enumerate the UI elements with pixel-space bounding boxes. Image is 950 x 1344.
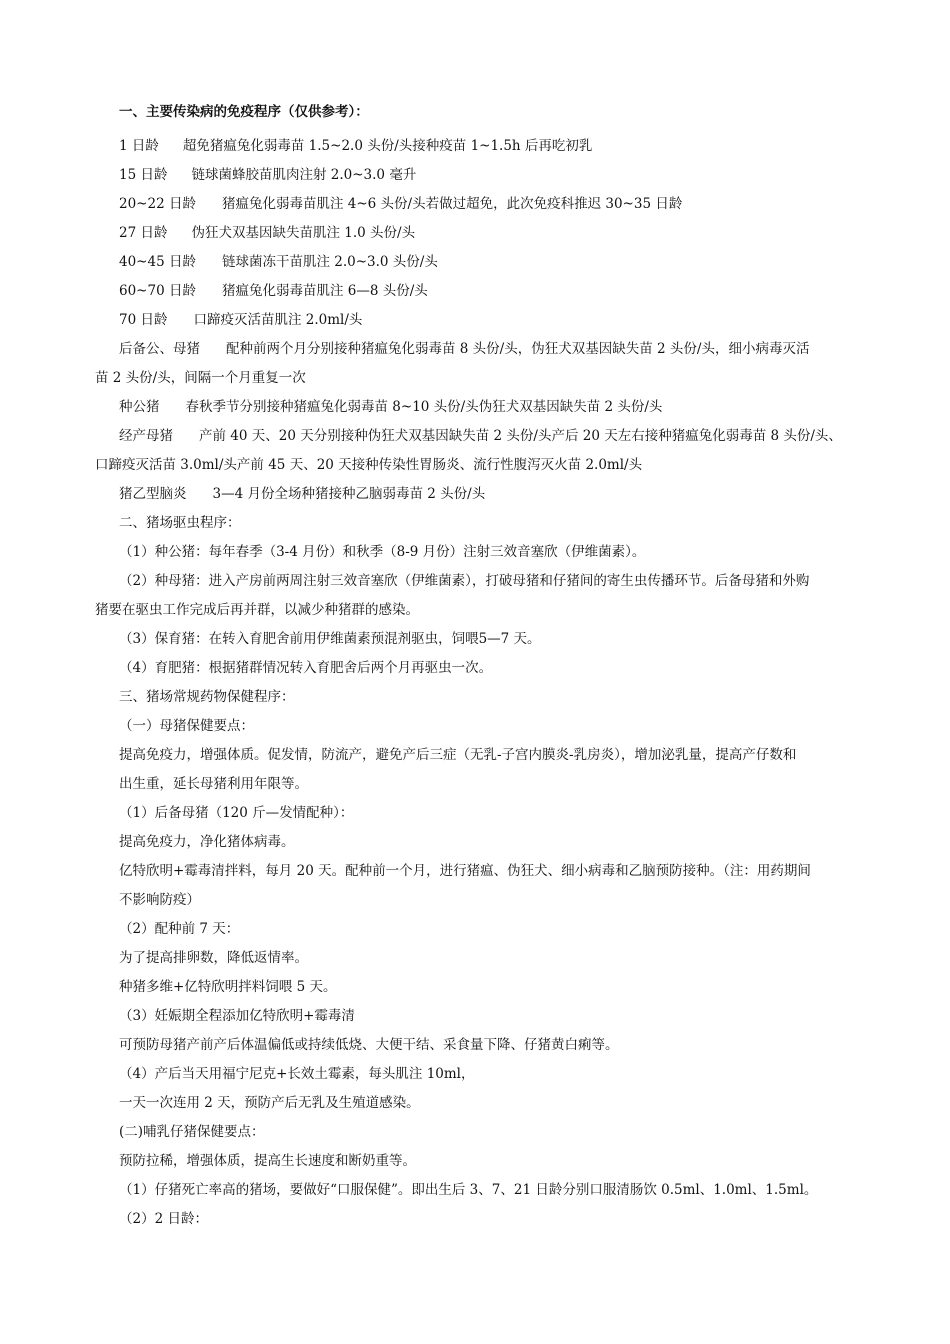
paragraph: （3）保育猪：在转入育肥舍前用伊维菌素预混剂驱虫，饲喂5—7 天。	[119, 631, 541, 647]
row-text: 春秋季节分别接种猪瘟兔化弱毒苗 8~10 头份/头伪狂犬双基因缺失苗 2 头份/头	[185, 399, 663, 415]
immunization-row	[119, 195, 682, 213]
subheading: （1）后备母猪（120 斤—发情配种）：	[119, 805, 354, 821]
row-text: 猪瘟兔化弱毒苗肌注 4~6 头份/头若做过超免，此次免疫科推迟 30~35 日龄	[221, 196, 683, 212]
row-label: 27 日龄	[119, 225, 168, 241]
paragraph: （1）仔猪死亡率高的猪场，要做好“口服保健”。即出生后 3、7、21 日龄分别口服清肠饮 0.5ml、1.0ml、1.5ml。	[119, 1182, 818, 1198]
reserve-pig-row	[119, 340, 809, 358]
paragraph: 提高免疫力，净化猪体病毒。	[119, 834, 295, 850]
paragraph-cont: 猪要在驱虫工作完成后再并群，以减少种猪群的感染。	[95, 602, 419, 618]
immunization-row	[119, 253, 438, 271]
section-heading-health: 三、猪场常规药物保健程序：	[119, 689, 295, 705]
subheading: （2）配种前 7 天：	[119, 921, 240, 937]
subheading: （4）产后当天用福宁尼克+长效土霉素，每头肌注 10ml，	[119, 1066, 475, 1082]
sow-row-cont: 口蹄疫灭活苗 3.0ml/头产前 45 天、20 天接种传染性胃肠炎、流行性腹泻灭火苗 2.0ml/头	[95, 457, 643, 473]
paragraph: （2）种母猪：进入产房前两周注射三效音塞欣（伊维菌素），打破母猪和仔猪间的寄生虫传播环节。后备母猪和外购	[119, 573, 810, 589]
paragraph: （1）种公猪：每年春季（3-4 月份）和秋季（8-9 月份）注射三效音塞欣（伊维菌素）。	[119, 544, 646, 560]
paragraph: （2）2 日龄：	[119, 1211, 208, 1227]
row-label: 种公猪	[119, 399, 160, 415]
paragraph: 种猪多维+亿特欣明拌料饲喂 5 天。	[119, 979, 337, 995]
boar-row	[119, 398, 662, 416]
paragraph: 可预防母猪产前产后体温偏低或持续低烧、大便干结、采食量下降、仔猪黄白痢等。	[119, 1037, 619, 1053]
paragraph-cont: 出生重，延长母猪利用年限等。	[119, 776, 308, 792]
subheading: （3）妊娠期全程添加亿特欣明+霉毒清	[119, 1008, 355, 1024]
row-label: 40~45 日龄	[119, 254, 196, 270]
row-label: 15 日龄	[119, 167, 168, 183]
paragraph-cont: 不影响防疫）	[119, 892, 200, 908]
row-label: 70 日龄	[119, 312, 168, 328]
row-label: 20~22 日龄	[119, 196, 196, 212]
row-label: 经产母猪	[119, 428, 173, 444]
immunization-row	[119, 311, 362, 329]
row-text: 链球菌蜂胶苗肌肉注射 2.0~3.0 毫升	[191, 167, 417, 183]
paragraph: 提高免疫力，增强体质。促发情，防流产，避免产后三症（无乳-子宫内膜炎-乳房炎），增加泌乳量，提高产仔数和	[119, 747, 797, 763]
paragraph: 一天一次连用 2 天，预防产后无乳及生殖道感染。	[119, 1095, 420, 1111]
row-text: 3—4 月份全场种猪接种乙脑弱毒苗 2 头份/头	[212, 486, 486, 502]
row-text: 配种前两个月分别接种猪瘟兔化弱毒苗 8 头份/头，伪狂犬双基因缺失苗 2 头份/头，细小病毒灭活	[226, 341, 810, 357]
immunization-row	[119, 137, 592, 155]
immunization-row	[119, 166, 416, 184]
encephalitis-row	[119, 485, 485, 503]
row-text: 伪狂犬双基因缺失苗肌注 1.0 头份/头	[191, 225, 416, 241]
row-text: 口蹄疫灭活苗肌注 2.0ml/头	[193, 312, 363, 328]
row-label: 1 日龄	[119, 138, 159, 154]
row-text: 超免猪瘟兔化弱毒苗 1.5~2.0 头份/头接种疫苗 1~1.5h 后再吃初乳	[182, 138, 593, 154]
subheading: (二)哺乳仔猪保健要点：	[119, 1124, 265, 1140]
row-label: 猪乙型脑炎	[119, 486, 187, 502]
row-label: 60~70 日龄	[119, 283, 196, 299]
immunization-row	[119, 224, 415, 242]
paragraph: 亿特欣明+霉毒清拌料，每月 20 天。配种前一个月，进行猪瘟、伪狂犬、细小病毒和乙脑预防接种。（注：用药期间	[119, 863, 811, 879]
subheading: （一）母猪保健要点：	[119, 718, 254, 734]
paragraph: 预防拉稀，增强体质，提高生长速度和断奶重等。	[119, 1153, 416, 1169]
row-text: 链球菌冻干苗肌注 2.0~3.0 头份/头	[221, 254, 438, 270]
sow-row	[119, 427, 842, 445]
section-heading-deworming: 二、猪场驱虫程序：	[119, 515, 241, 531]
immunization-row	[119, 282, 428, 300]
row-text: 猪瘟兔化弱毒苗肌注 6—8 头份/头	[221, 283, 428, 299]
paragraph: （4）育肥猪：根据猪群情况转入育肥舍后两个月再驱虫一次。	[119, 660, 493, 676]
row-label: 后备公、母猪	[119, 341, 200, 357]
row-text: 产前 40 天、20 天分别接种伪狂犬双基因缺失苗 2 头份/头产后 20 天左右接种猪瘟兔化弱毒苗 8 头份/头、	[199, 428, 842, 444]
paragraph: 为了提高排卵数，降低返情率。	[119, 950, 308, 966]
reserve-pig-row-cont: 苗 2 头份/头，间隔一个月重复一次	[95, 370, 306, 386]
section-heading-immunization: 一、主要传染病的免疫程序（仅供参考）：	[119, 104, 369, 120]
